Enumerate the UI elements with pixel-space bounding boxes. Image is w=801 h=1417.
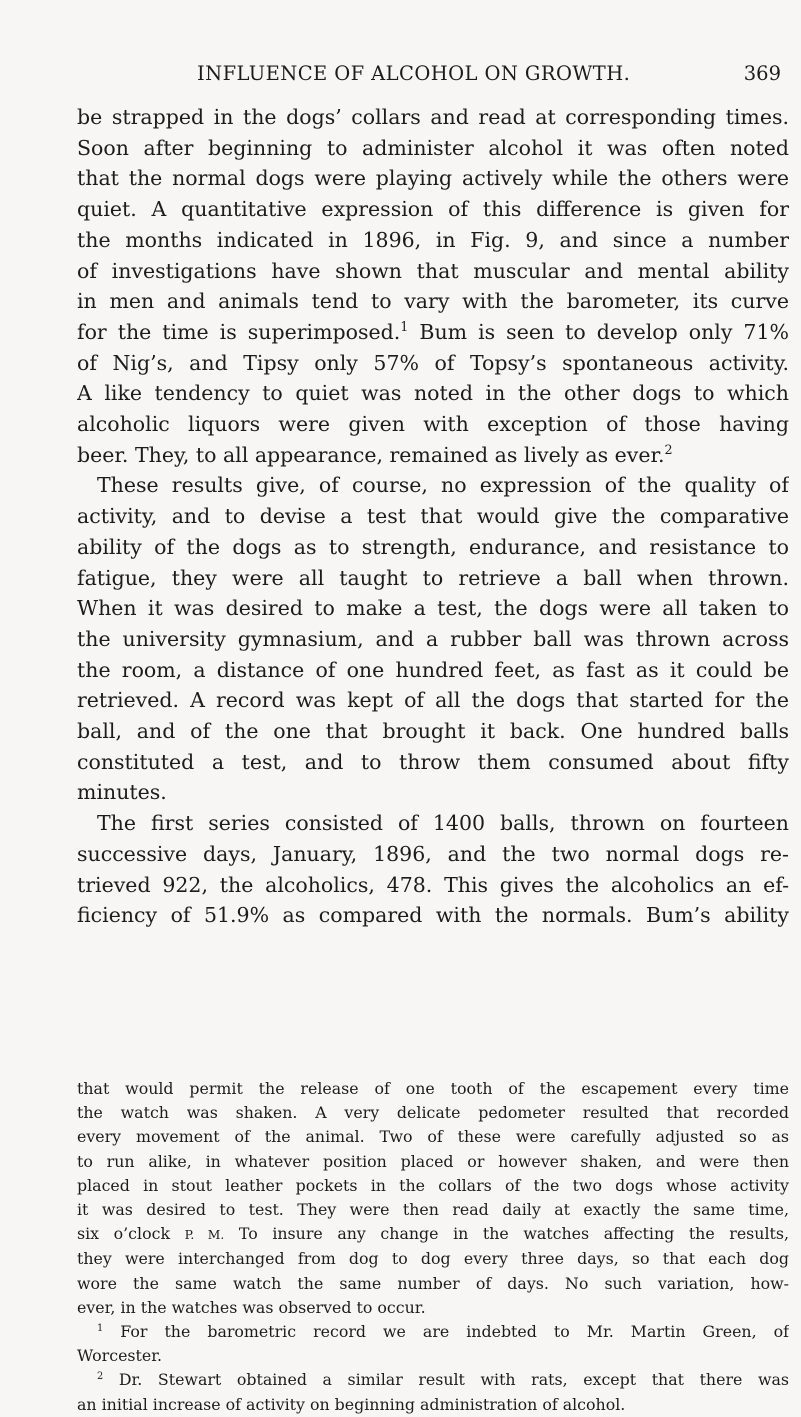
footnote-line: an initial increase of activity on beginning administration of alcohol.	[77, 1394, 626, 1414]
footnote-line: every movement of the animal. Two of these were carefully adjusted so as	[77, 1127, 789, 1147]
text-line: Soon after beginning to administer alcohol it was often noted	[77, 135, 789, 160]
text-line: minutes.	[77, 780, 167, 805]
text-line: fatigue, they were all taught to retrieve a ball when thrown.	[77, 565, 789, 590]
footnote-line: placed in stout leather pockets in the collars of the two dogs whose activity	[77, 1175, 789, 1195]
footnote-line: they were interchanged from dog to dog every three days, so that each dog	[77, 1249, 789, 1269]
footnote-line: the watch was shaken. A very delicate pedometer resulted that recorded	[77, 1103, 789, 1123]
text-line: trieved 922, the alcoholics, 478. This gives the alcoholics an ef-	[77, 872, 789, 897]
footnotes	[77, 1077, 789, 1417]
text-line	[77, 440, 789, 471]
footnote-line	[77, 1222, 789, 1247]
footnote-ref-2: 2	[664, 441, 673, 457]
text-segment: for the time is superimposed.	[77, 319, 401, 344]
footnote-line: to run alike, in whatever position placed or however shaken, and were then	[77, 1151, 789, 1171]
text-segment: Dr. Stewart obtained a similar result with rats, except that there was	[118, 1370, 789, 1390]
text-line: When it was desired to make a test, the dogs were all taken to	[77, 596, 789, 621]
footnote-mark: 2	[97, 1371, 104, 1383]
text-line: retrieved. A record was kept of all the dogs that started for the	[77, 688, 789, 713]
footnote-ref-1: 1	[400, 319, 409, 335]
text-line: alcoholic liquors were given with exception of those having	[77, 412, 789, 437]
paragraph-1	[77, 102, 789, 470]
text-line: These results give, of course, no expression of the quality of	[97, 473, 789, 498]
footnote-line: wore the same watch the same number of days. No such variation, how-	[77, 1273, 789, 1293]
footnote-line: Worcester.	[77, 1346, 163, 1366]
main-text	[77, 102, 789, 931]
text-line: ball, and of the one that brought it back. One hundred balls	[77, 719, 789, 744]
paragraph-2	[77, 470, 789, 808]
footnote-continuation	[77, 1077, 789, 1320]
text-line: ability of the dogs as to strength, endurance, and resistance to	[77, 534, 789, 559]
text-line: constituted a test, and to throw them consumed about fifty	[77, 749, 789, 774]
text-line: the university gymnasium, and a rubber ball was thrown across	[77, 626, 789, 651]
text-line: The first series consisted of 1400 balls, thrown on fourteen	[97, 811, 789, 836]
text-line: be strapped in the dogs’ collars and read at corresponding times.	[77, 105, 789, 129]
text-line: quiet. A quantitative expression of this difference is given for	[77, 197, 789, 222]
page-number: 369	[743, 62, 781, 85]
text-segment: To insure any change in the watches affecting the results,	[238, 1224, 789, 1244]
text-segment: beer. They, to all appearance, remained as lively as ever.	[77, 442, 665, 467]
footnote-line: it was desired to test. They were then read daily at exactly the same time,	[77, 1200, 789, 1220]
text-segment: six o’clock	[77, 1224, 171, 1244]
footnote-line: ever, in the watches was observed to occur.	[77, 1297, 426, 1317]
footnote-mark: 1	[97, 1322, 104, 1334]
text-line: A like tendency to quiet was noted in the other dogs to which	[77, 381, 789, 406]
text-line: of Nig’s, and Tipsy only 57% of Topsy’s spontaneous activity.	[77, 350, 789, 375]
text-segment: For the barometric record we are indebted to Mr. Martin Green, of	[120, 1322, 789, 1342]
text-line: of investigations have shown that muscular and mental ability	[77, 258, 789, 283]
footnote-2	[77, 1368, 789, 1416]
page-header	[197, 62, 787, 92]
running-title: INFLUENCE OF ALCOHOL ON GROWTH.	[197, 62, 631, 85]
text-line: activity, and to devise a test that would give the comparative	[77, 504, 789, 529]
text-line: ficiency of 51.9% as compared with the normals. Bum’s ability	[77, 903, 789, 928]
text-segment: Bum is seen to develop only 71%	[419, 319, 789, 344]
paragraph-3	[77, 808, 789, 931]
text-line: the room, a distance of one hundred feet, as fast as it could be	[77, 657, 789, 682]
footnote-line: that would permit the release of one tooth of the escapement every time	[77, 1079, 789, 1098]
time-abbreviation: P. M.	[184, 1228, 225, 1243]
footnote-1	[77, 1320, 789, 1368]
text-line	[77, 317, 789, 348]
text-line: successive days, January, 1896, and the two normal dogs re-	[77, 841, 789, 866]
text-line: in men and animals tend to vary with the barometer, its curve	[77, 289, 789, 314]
text-line: the months indicated in 1896, in Fig. 9, and since a number	[77, 227, 789, 252]
text-line: that the normal dogs were playing actively while the others were	[77, 166, 789, 191]
footnote-line	[77, 1368, 789, 1392]
